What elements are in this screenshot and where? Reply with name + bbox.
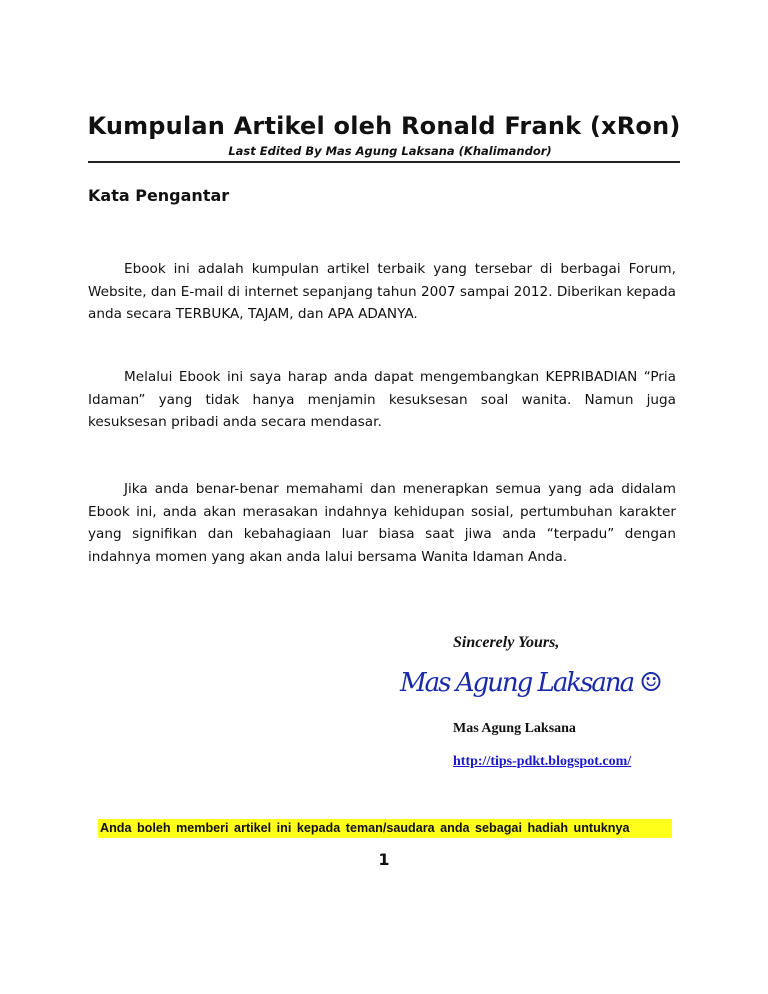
paragraph: Melalui Ebook ini saya harap anda dapat mengembangkan KEPRIBADIAN “Pria Idaman” yang tidak hanya menjamin kesuksesan soal wanita. Namun juga kesuksesan pribadi anda secara mendasar. bbox=[88, 369, 676, 430]
header-divider bbox=[88, 161, 680, 163]
signature: Mas Agung Laksana ☺ bbox=[400, 668, 661, 698]
document-title: Kumpulan Artikel oleh Ronald Frank (xRon) bbox=[87, 112, 681, 140]
blog-link[interactable]: http://tips-pdkt.blogspot.com/ bbox=[453, 754, 632, 769]
closing-text: Sincerely Yours, bbox=[453, 634, 560, 651]
document-subtitle: Last Edited By Mas Agung Laksana (Khalimandor) bbox=[228, 144, 552, 158]
page-number: 1 bbox=[378, 850, 390, 869]
paragraph: Ebook ini adalah kumpulan artikel terbaik yang tersebar di berbagai Forum, Website, dan E-mail di internet sepanjang tahun 2007 sampai 2012. Diberikan kepada anda secara TERBUKA, TAJAM, dan APA ADANYA. bbox=[88, 261, 677, 322]
paragraph: Jika anda benar-benar memahami dan menerapkan semua yang ada didalam Ebook ini, anda akan merasakan indahnya kehidupan sosial, pertumbuhan karakter yang signifikan dan kebahagiaan luar biasa saat jiwa anda “terpadu” dengan indahnya momen yang akan anda lalui bersama Wanita Idaman Anda. bbox=[88, 481, 676, 565]
section-heading: Kata Pengantar bbox=[88, 186, 230, 205]
author-name: Mas Agung Laksana bbox=[453, 721, 576, 736]
highlighted-note: Anda boleh memberi artikel ini kepada teman/saudara anda sebagai hadiah untuknya bbox=[98, 819, 672, 838]
